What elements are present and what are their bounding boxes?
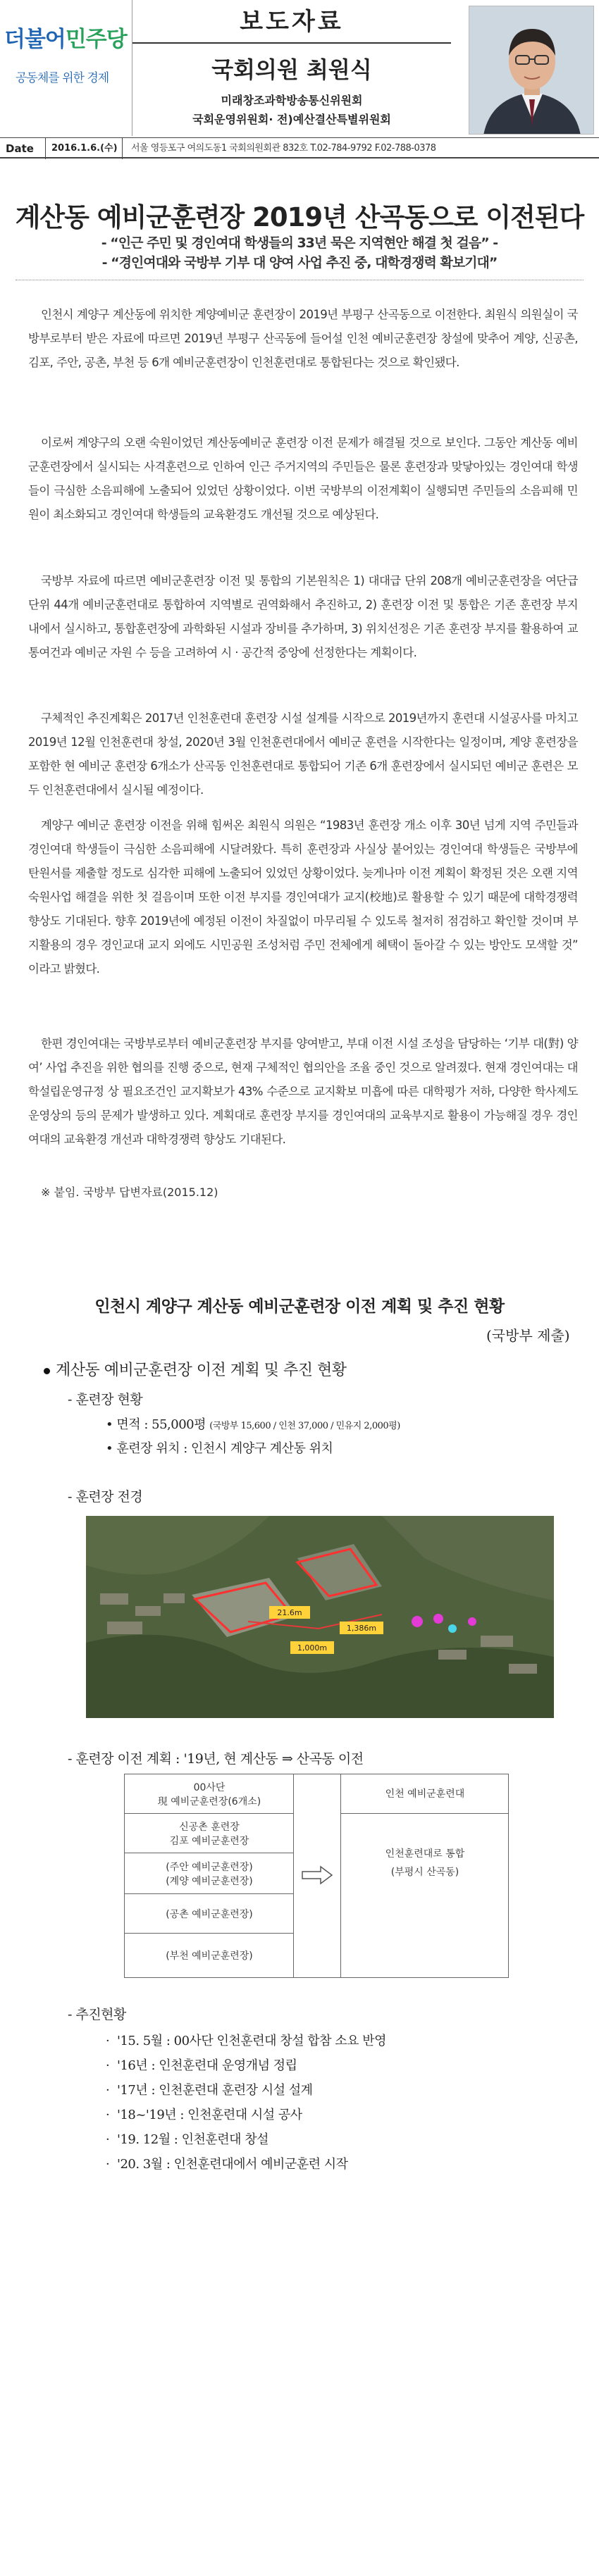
- area-detail: (국방부 15,600 / 인천 37,000 / 민유지 2,000평): [209, 1421, 400, 1431]
- status-heading: - 훈련장 현황: [68, 1392, 143, 1407]
- progress-text: '15. 5월 : 00사단 인천훈련대 창설 합참 소요 반영: [117, 2034, 386, 2048]
- overview-heading: - 훈련장 전경: [68, 1489, 143, 1505]
- attachment-note: ※ 붙임. 국방부 답변자료(2015.12): [41, 1186, 218, 1199]
- progress-text: '16년 : 인천훈련대 운영개념 정립: [117, 2058, 297, 2073]
- attachment-title: 인천시 계양구 계산동 예비군훈련장 이전 계획 및 추진 현황: [94, 1297, 505, 1316]
- portrait-image: [469, 6, 594, 135]
- list-item: [106, 2103, 543, 2127]
- list-item: [106, 2152, 543, 2177]
- body-paragraph-3: 국방부 자료에 따르면 예비군훈련장 이전 및 통합의 기본원칙은 1) 대대급 단위 208개 예비군훈련장을 여단급 단위 44개 예비군훈련대로 통합하여 지역별로 권역화해서 추진하고, 2) 훈련장 이전 및 통합은 기존 훈련장 부지내에서 실시하고, 통합훈련장에 과학화된 시설과 장비를 추가하며, 3) 위치선정은 기존 훈련장 부지를 활용하여 교통여건과 예비군 자원 수 등을 고려하여 시 · 공간적 중앙에 선정한다는 계획이다.: [28, 574, 578, 659]
- new-unit-body: [341, 1845, 509, 1881]
- list-item: [106, 2053, 543, 2078]
- progress-text: '18~'19년 : 인천훈련대 시설 공사: [117, 2108, 302, 2122]
- subheadline-2: - “경인여대와 국방부 기부 대 양여 사업 추진 중, 대학경쟁력 확보기대”: [101, 255, 498, 270]
- section-heading-text: 계산동 예비군훈련장 이전 계획 및 추진 현황: [56, 1362, 347, 1379]
- committee-line-2: 국회운영위원회· 전)예산결산특별위원회: [192, 113, 391, 126]
- bullet-icon: ·: [106, 2157, 110, 2172]
- list-item: [106, 2078, 543, 2103]
- range-bucheon: (부천 예비군훈련장): [166, 1950, 253, 1962]
- date-row: [0, 137, 599, 158]
- range-juan: (주안 예비군훈련장): [166, 1861, 253, 1873]
- party-logo: [4, 21, 127, 53]
- bullet-icon: ·: [106, 2108, 110, 2122]
- date-label: Date: [6, 142, 34, 155]
- bullet-icon: ·: [106, 2034, 110, 2048]
- party-name-a: 더불어: [4, 27, 66, 52]
- member-name: 국회의원 최원식: [211, 56, 372, 83]
- date-value: 2016.1.6.(수): [45, 138, 123, 159]
- aerial-map: [86, 1516, 554, 1718]
- bullet-icon: ·: [106, 2132, 110, 2147]
- area-line: [106, 1414, 400, 1433]
- party-slogan: 공동체를 위한 경제: [16, 71, 109, 85]
- subheadline-1: - “인근 주민 및 경인여대 학생들의 33년 묵은 지역현안 해결 첫 걸음” -: [101, 235, 498, 251]
- new-unit-head: 인천 예비군훈련대: [341, 1774, 509, 1814]
- office-address: 서울 영등포구 여의도동1 국회의원회관 832호 T.02-784-9792 F.02-788-0378: [131, 143, 436, 154]
- relocation-table: [124, 1774, 509, 1978]
- range-bucheon-cell: [125, 1934, 294, 1977]
- map-label-3: 1,000m: [297, 1643, 328, 1653]
- body-paragraph-4: 구체적인 추진계획은 2017년 인천훈련대 훈련장 시설 설계를 시작으로 2019년까지 훈련대 시설공사를 마치고 2019년 12월 인천훈련대 창설, 2020년 3월 인천훈련대에서 예비군 훈련을 시작한다는 일정이며, 계양 훈련장을 포함한 현 예비군 훈련장 6개소가 산곡동 인천훈련대로 통합되어 기존 6개 훈련장에서 실시되던 예비군 훈련은 모두 인천훈련대에서 실시될 예정이다.: [28, 711, 578, 797]
- body-paragraph-6: 한편 경인여대는 국방부로부터 예비군훈련장 부지를 양여받고, 부대 이전 시설 조성을 담당하는 ‘기부 대(對) 양여’ 사업 추진을 위한 협의를 진행 중으로, 현재 구체적인 협의안을 조율 중인 것으로 알려졌다. 현재 경인여대는 대학설립운영규정 상 필요조건인 교지확보가 43% 수준으로 교지확보 미흡에 따른 대학평가 저하, 다양한 학사제도 운영상의 등의 문제가 발생하고 있다. 계획대로 훈련장 부지를 경인여대의 교육부지로 활용이 가능해질 경우 경인여대의 교육환경 개선과 대학경쟁력 향상도 기대된다.: [28, 1037, 578, 1146]
- area-label: • 면적 : 55,000평: [106, 1417, 206, 1432]
- merge-label: 인천훈련대로 통합: [385, 1848, 465, 1860]
- body-paragraph-5: 계양구 예비군 훈련장 이전을 위해 힘써온 최원식 의원은 “1983년 훈련장 개소 이후 30년 넘게 지역 주민들과 경인여대 학생들이 극심한 소음피해에 시달려왔다. 특히 훈련장과 사실상 붙어있는 경인여대 학생들은 국방부에 탄원서를 제출할 정도로 심각한 피해에 노출되어 있었던 상황이었다. 늦게나마 이전 계획이 확정된 것은 오랜 지역숙원사업 해결을 위한 첫 걸음이며 또한 이전 부지를 경인여대가 교지(校地)로 활용할 수 있기 때문에 대학경쟁력 향상도 기대된다. 향후 2019년에 예정된 이전이 차질없이 마무리될 수 있도록 철저히 점검하고 확인할 것이며 부지활용의 경우 경인교대 교지 외에도 시민공원 조성처럼 주민 전체에게 혜택이 돌아갈 수 있는 방안도 모색할 것” 이라고 밝혔다.: [28, 819, 578, 976]
- aerial-photo-image: [86, 1516, 554, 1718]
- division-label: 00사단: [193, 1781, 226, 1793]
- body-paragraph-2: 이로써 계양구의 오랜 숙원이었던 계산동예비군 훈련장 이전 문제가 해결될 것으로 보인다. 그동안 계산동 예비군훈련장에서 실시되는 사격훈련으로 인하여 인근 주거지역의 주민들은 물론 훈련장과 맞닿아있는 경인여대 학생들이 극심한 소음피해에 노출되어 있었던 상황이었다. 이번 국방부의 이전계획이 실행되면 주민들의 소음피해 민원이 최소화되고 경인여대 학생들의 교육환경도 개선될 것으로 예상된다.: [28, 436, 578, 521]
- list-item: [106, 2029, 543, 2053]
- progress-heading: - 추진현황: [68, 2007, 126, 2022]
- progress-text: '17년 : 인천훈련대 훈련장 시설 설계: [117, 2083, 313, 2098]
- title-block: [132, 0, 451, 136]
- range-gimpo: 김포 예비군훈련장: [169, 1835, 249, 1847]
- bullet-icon: ·: [106, 2058, 110, 2073]
- current-ranges-column: [125, 1774, 294, 1977]
- bullet-icon: ·: [106, 2083, 110, 2098]
- party-block: [0, 0, 132, 136]
- body-paragraph-1: 인천시 계양구 계산동에 위치한 계양예비군 훈련장이 2019년 부평구 산곡동으로 이전한다. 최원식 의원실이 국방부로부터 받은 자료에 따르면 2019년 부평구 산곡동에 들어설 인천 예비군훈련장 창설에 맞추어 계양, 신공촌, 김포, 주안, 공촌, 부천 등 6개 예비군훈련장이 인천훈련대로 통합된다는 것으로 확인됐다.: [28, 308, 578, 369]
- relocation-heading: - 훈련장 이전 계획 : '19년, 현 계산동 ⇒ 산곡동 이전: [68, 1751, 364, 1767]
- range-gongchon-cell: [125, 1894, 294, 1934]
- map-label-2: 1,386m: [346, 1624, 377, 1633]
- member-photo: [469, 6, 594, 135]
- range-gyeyang: (계양 예비군훈련장): [166, 1875, 253, 1887]
- map-label-1: 21.6m: [277, 1608, 302, 1617]
- progress-list: [106, 2029, 543, 2177]
- section-heading: [44, 1358, 347, 1380]
- current-count-label: 現 예비군훈련장(6개소): [157, 1796, 261, 1807]
- headline: 계산동 예비군훈련장 2019년 산곡동으로 이전된다: [15, 202, 584, 232]
- progress-text: '20. 3월 : 인천훈련대에서 예비군훈련 시작: [117, 2157, 348, 2172]
- new-location: (부평시 산곡동): [390, 1867, 459, 1878]
- new-unit-column: [340, 1774, 508, 1977]
- attachment-submitter: (국방부 제출): [486, 1327, 570, 1344]
- range-gongchon: (공촌 예비군훈련장): [166, 1908, 253, 1920]
- range-shingongchon: 신공촌 훈련장: [179, 1821, 240, 1833]
- party-name-b: 민주당: [65, 27, 127, 52]
- range-group-a: [125, 1814, 294, 1853]
- current-head: [125, 1774, 294, 1814]
- press-header: [0, 0, 599, 158]
- doc-type-title: 보도자료: [132, 0, 451, 44]
- list-item: [106, 2127, 543, 2152]
- committee-line-1: 미래창조과학방송통신위원회: [221, 94, 363, 107]
- location-line: • 훈련장 위치 : 인천시 계양구 계산동 위치: [106, 1441, 333, 1456]
- bullet-icon: [44, 1368, 50, 1374]
- progress-text: '19. 12월 : 인천훈련대 창설: [117, 2132, 269, 2147]
- range-group-b: [125, 1853, 294, 1894]
- arrow-right-icon: [300, 1865, 335, 1886]
